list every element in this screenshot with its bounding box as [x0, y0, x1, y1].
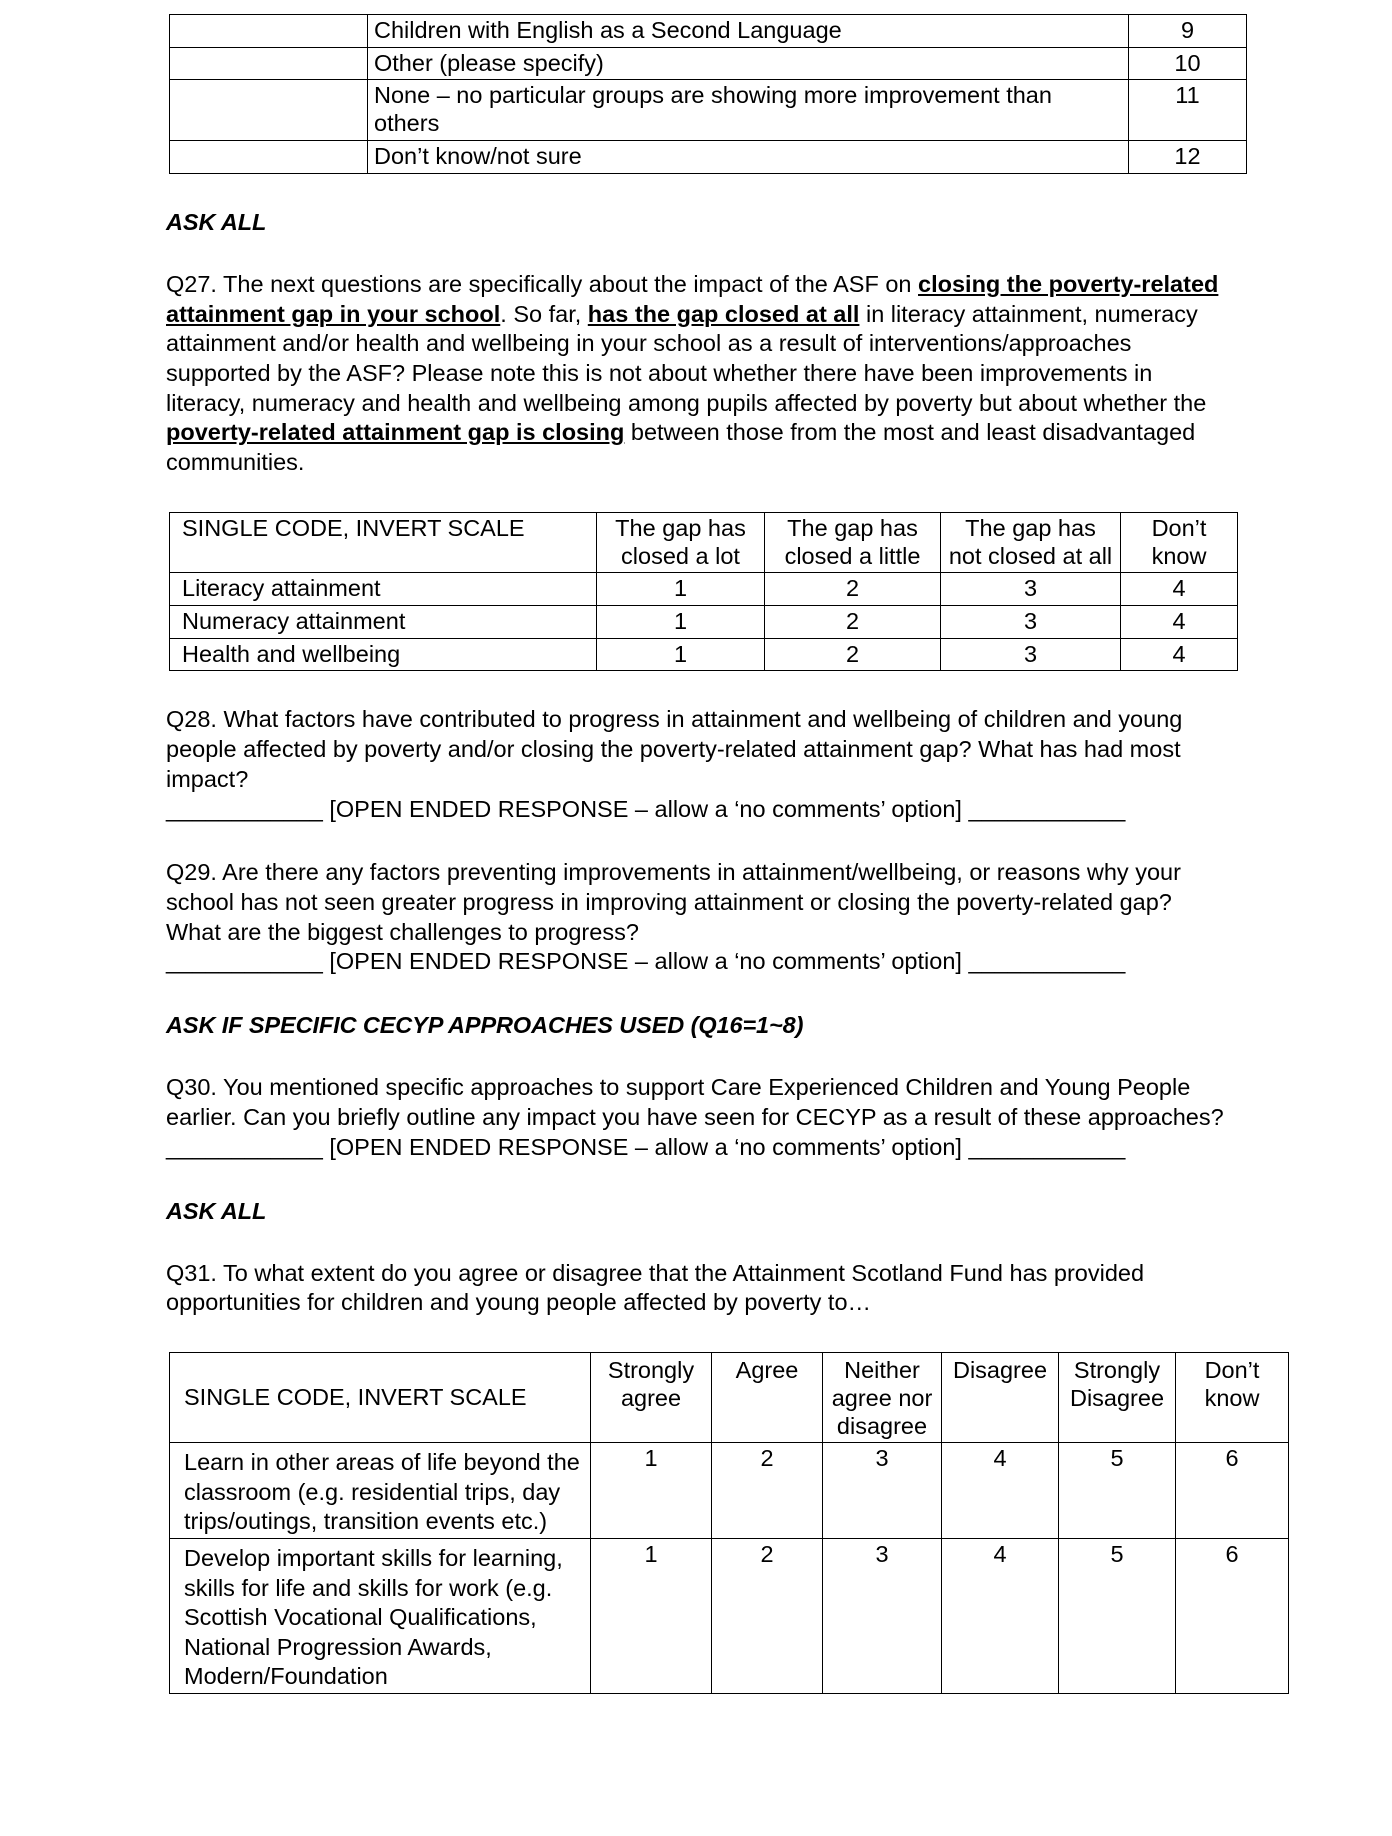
q27-number: Q27.	[166, 270, 217, 297]
table-header-row	[170, 512, 1238, 572]
group-label: Children with English as a Second Language	[368, 15, 1129, 48]
q27-part2: . So far,	[500, 300, 588, 327]
spacer	[166, 478, 1226, 512]
blank-cell	[170, 80, 368, 140]
agree-row-label: Learn in other areas of life beyond the classroom (e.g. residential trips, day trips/outings, transition events etc.)	[170, 1443, 591, 1539]
gap-code-cell[interactable]: 4	[1121, 638, 1238, 671]
gap-code-cell[interactable]: 2	[765, 638, 941, 671]
spacer	[166, 977, 1226, 1011]
agree-code-cell[interactable]: 5	[1059, 1443, 1176, 1539]
blank-cell	[170, 140, 368, 173]
table-header-row	[170, 1353, 1289, 1443]
agree-code-cell[interactable]: 2	[712, 1539, 823, 1694]
spacer	[166, 1039, 1226, 1073]
group-code: 12	[1129, 140, 1247, 173]
agree-code-cell[interactable]: 6	[1176, 1443, 1289, 1539]
group-code: 9	[1129, 15, 1247, 48]
agreement-response-table	[169, 1352, 1289, 1694]
q29-text: Q29. Are there any factors preventing improvements in attainment/wellbeing, or reasons why your school has not seen greater progress in improving attainment or closing the poverty-related gap? What are the biggest challenges to progress?	[166, 859, 1181, 945]
spacer	[166, 1318, 1226, 1352]
q27-part1: The next questions are specifically about the impact of the ASF on	[216, 270, 919, 297]
group-code: 10	[1129, 47, 1247, 80]
agree-code-cell[interactable]: 2	[712, 1443, 823, 1539]
spacer	[166, 236, 1226, 270]
gap-code-cell[interactable]: 3	[941, 638, 1121, 671]
q28-text: Q28. What factors have contributed to progress in attainment and wellbeing of children and young people affected by poverty and/or closing the poverty-related attainment gap? What has had most impact?	[166, 706, 1183, 792]
q27-text	[166, 270, 1226, 478]
spacer	[166, 1163, 1226, 1197]
table-row	[170, 15, 1247, 48]
agree-column-header: Neither agree nor disagree	[823, 1353, 942, 1443]
q27-emphasis-3: poverty-related attainment gap is closing	[166, 419, 625, 446]
gap-row-label: Numeracy attainment	[170, 605, 597, 638]
agree-column-header: Disagree	[942, 1353, 1059, 1443]
q30-text: Q30. You mentioned specific approaches to support Care Experienced Children and Young People earlier. Can you briefly outline any impact you have seen for CECYP as a result of these approaches?	[166, 1074, 1224, 1131]
agree-code-cell[interactable]: 3	[823, 1443, 942, 1539]
table-row	[170, 47, 1247, 80]
spacer	[166, 174, 1226, 208]
gap-code-cell[interactable]: 4	[1121, 605, 1238, 638]
gap-column-header: Don’t know	[1121, 512, 1238, 572]
ask-all-heading: ASK ALL	[166, 208, 267, 235]
agree-table-instruction: SINGLE CODE, INVERT SCALE	[170, 1353, 591, 1443]
table-row	[170, 140, 1247, 173]
spacer	[166, 824, 1226, 858]
gap-code-cell[interactable]: 2	[765, 605, 941, 638]
spacer	[166, 671, 1226, 705]
gap-column-header: The gap has closed a little	[765, 512, 941, 572]
gap-code-cell[interactable]: 4	[1121, 573, 1238, 606]
gap-row-label: Health and wellbeing	[170, 638, 597, 671]
agree-column-header: Strongly Disagree	[1059, 1353, 1176, 1443]
agree-column-header: Don’t know	[1176, 1353, 1289, 1443]
agree-column-header: Strongly agree	[591, 1353, 712, 1443]
table-row	[170, 1539, 1289, 1694]
gap-row-label: Literacy attainment	[170, 573, 597, 606]
agree-code-cell[interactable]: 4	[942, 1539, 1059, 1694]
group-label: Other (please specify)	[368, 47, 1129, 80]
agree-row-label: Develop important skills for learning, skills for life and skills for work (e.g. Scottish Vocational Qualifications, National Progression Awards, Modern/Foundation	[170, 1539, 591, 1694]
table-row	[170, 573, 1238, 606]
groups-continuation-table	[169, 14, 1247, 174]
table-row	[170, 1443, 1289, 1539]
agree-code-cell[interactable]: 6	[1176, 1539, 1289, 1694]
agree-code-cell[interactable]: 4	[942, 1443, 1059, 1539]
q27-emphasis-2: has the gap closed at all	[587, 300, 860, 327]
gap-column-header: The gap has not closed at all	[941, 512, 1121, 572]
page-content	[166, 0, 1260, 1694]
blank-cell	[170, 47, 368, 80]
agree-code-cell[interactable]: 5	[1059, 1539, 1176, 1694]
q27-part4: between those from the most and least disadvantaged communities.	[166, 419, 1196, 476]
table-row	[170, 80, 1247, 140]
gap-code-cell[interactable]: 1	[597, 573, 765, 606]
agree-code-cell[interactable]: 3	[823, 1539, 942, 1694]
q27-part3: in literacy attainment, numeracy attainment and/or health and wellbeing in your school as a result of interventions/approaches supported by the ASF? Please note this is not about whether there have been improvements in literacy, numeracy and health and wellbeing among pupils affected by poverty but about whether the	[166, 300, 1207, 416]
gap-code-cell[interactable]: 1	[597, 605, 765, 638]
q31-text: Q31. To what extent do you agree or disagree that the Attainment Scotland Fund has provided opportunities for children and young people affected by poverty to…	[166, 1259, 1145, 1316]
gap-code-cell[interactable]: 3	[941, 605, 1121, 638]
group-code: 11	[1129, 80, 1247, 140]
agree-code-cell[interactable]: 1	[591, 1443, 712, 1539]
gap-table-instruction: SINGLE CODE, INVERT SCALE	[170, 512, 597, 572]
q29-open-response-line[interactable]: ____________ [OPEN ENDED RESPONSE – allow a ‘no comments’ option] ____________	[166, 948, 1126, 975]
spacer	[166, 1225, 1226, 1259]
gap-code-cell[interactable]: 2	[765, 573, 941, 606]
gap-code-cell[interactable]: 3	[941, 573, 1121, 606]
gap-code-cell[interactable]: 1	[597, 638, 765, 671]
q28-open-response-line[interactable]: ____________ [OPEN ENDED RESPONSE – allow a ‘no comments’ option] ____________	[166, 795, 1126, 822]
group-label: Don’t know/not sure	[368, 140, 1129, 173]
gap-column-header: The gap has closed a lot	[597, 512, 765, 572]
ask-if-cecyp-heading: ASK IF SPECIFIC CECYP APPROACHES USED (Q16=1~8)	[166, 1012, 804, 1039]
gap-response-table	[169, 512, 1238, 672]
blank-cell	[170, 15, 368, 48]
q30-open-response-line[interactable]: ____________ [OPEN ENDED RESPONSE – allow a ‘no comments’ option] ____________	[166, 1133, 1126, 1160]
agree-code-cell[interactable]: 1	[591, 1539, 712, 1694]
q27-emphasis-1: closing the poverty-related attainment gap in your school	[166, 270, 1219, 327]
table-row	[170, 605, 1238, 638]
table-row	[170, 638, 1238, 671]
agree-column-header: Agree	[712, 1353, 823, 1443]
ask-all-heading-2: ASK ALL	[166, 1197, 267, 1224]
group-label: None – no particular groups are showing more improvement than others	[368, 80, 1129, 140]
